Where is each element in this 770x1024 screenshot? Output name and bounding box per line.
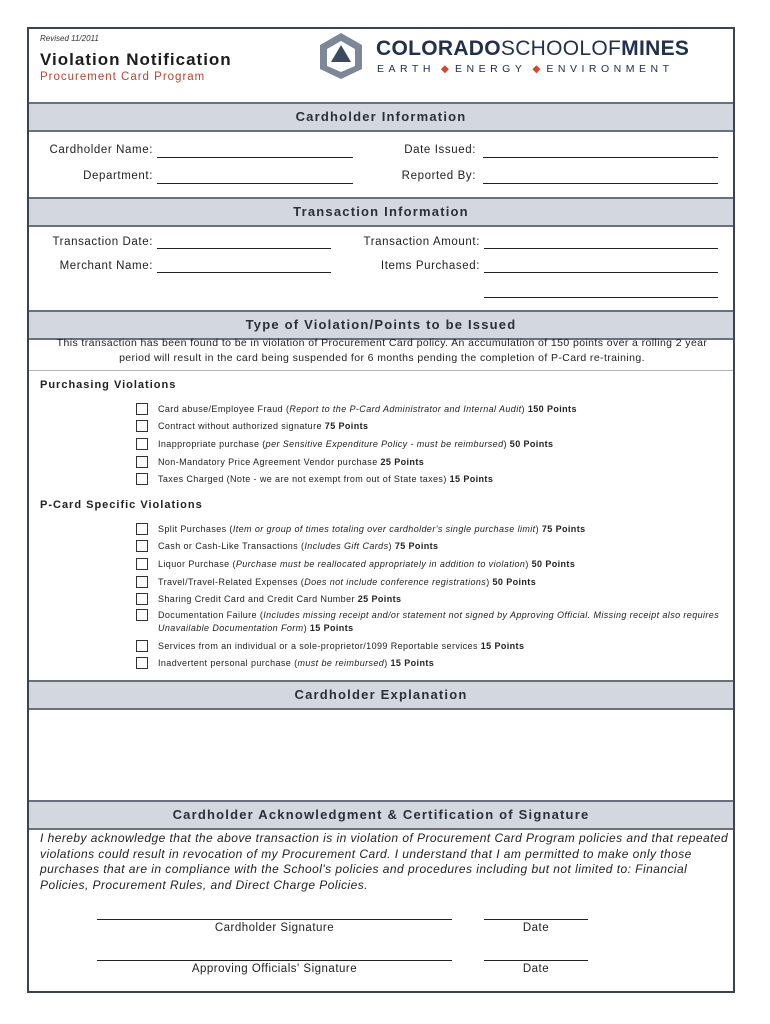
violation-points: 15 Points: [449, 474, 494, 484]
violation-checkbox[interactable]: [136, 540, 148, 552]
violation-points: 15 Points: [480, 641, 525, 651]
reported-by-field[interactable]: [483, 183, 718, 184]
violation-item-text: Cash or Cash-Like Transactions (Includes Gift Cards) 75 Points: [158, 541, 439, 551]
violation-checkbox[interactable]: [136, 558, 148, 570]
logo-wordmark: COLORADOSCHOOLOFMINES: [376, 37, 690, 60]
transaction-date-field[interactable]: [157, 248, 331, 249]
date-issued-field[interactable]: [483, 157, 718, 158]
violation-notice: This transaction has been found to be in violation of Procurement Card policy. An accumulation of 150 points over a rolling 2 year period will result in the card being suspended for 6 months pending the completion of P-Card re-training.: [56, 337, 708, 364]
transaction-amount-field[interactable]: [484, 248, 718, 249]
approving-signature-field[interactable]: [97, 960, 452, 961]
violation-item-text: Non-Mandatory Price Agreement Vendor purchase 25 Points: [158, 457, 425, 467]
violation-checkbox[interactable]: [136, 420, 148, 432]
items-purchased-field[interactable]: [484, 272, 718, 273]
cardholder-date-field[interactable]: [484, 919, 588, 920]
violation-points: 15 Points: [309, 623, 354, 633]
violation-checkbox[interactable]: [136, 456, 148, 468]
violation-points: 50 Points: [492, 577, 537, 587]
cardholder-signature-field[interactable]: [97, 919, 452, 920]
violation-points: 50 Points: [509, 439, 554, 449]
transaction-info-heading: Transaction Information: [29, 197, 733, 227]
cardholder-name-label: Cardholder Name:: [49, 144, 153, 156]
violation-checkbox[interactable]: [136, 473, 148, 485]
violation-points: 150 Points: [527, 404, 577, 414]
section-divider: [29, 370, 733, 371]
explanation-heading: Cardholder Explanation: [29, 680, 733, 710]
items-purchased-label: Items Purchased:: [380, 260, 480, 272]
approving-date-label: Date: [522, 963, 550, 975]
transaction-amount-label: Transaction Amount:: [363, 236, 480, 248]
violation-points: 25 Points: [380, 457, 425, 467]
violation-checkbox[interactable]: [136, 593, 148, 605]
violation-item-text: Sharing Credit Card and Credit Card Number 25 Points: [158, 594, 402, 604]
department-field[interactable]: [157, 183, 353, 184]
merchant-name-field[interactable]: [157, 272, 331, 273]
logo-tagline: EARTH ◆ ENERGY ◆ ENVIRONMENT: [377, 63, 674, 75]
violation-checkbox[interactable]: [136, 576, 148, 588]
cardholder-date-label: Date: [522, 922, 550, 934]
violation-item-text: Liquor Purchase (Purchase must be reallocated appropriately in addition to violation) 50 Points: [158, 559, 576, 569]
cardholder-info-heading: Cardholder Information: [29, 102, 733, 132]
school-logo: [318, 31, 713, 81]
violation-checkbox[interactable]: [136, 438, 148, 450]
merchant-name-label: Merchant Name:: [59, 260, 153, 272]
items-purchased-field-2[interactable]: [484, 297, 718, 298]
violation-points: 75 Points: [324, 421, 369, 431]
violation-item-text: Services from an individual or a sole-proprietor/1099 Reportable services 15 Points: [158, 641, 525, 651]
violation-item-text: Contract without authorized signature 75 Points: [158, 421, 369, 431]
acknowledgment-text: I hereby acknowledge that the above transaction is in violation of Procurement Card Program policies and that repeated violations could result in revocation of my Procurement Card. I understand that I am permitted to make only those purchases that are in compliance with the School's policies and procedures including but not limited to: Financial Policies, Procurement Rules, and Direct Charge Policies.: [40, 831, 729, 892]
violation-item-text: Split Purchases (Item or group of times totaling over cardholder's single purchase limit) 75 Points: [158, 524, 586, 534]
violation-item-text: Taxes Charged (Note - we are not exempt from out of State taxes) 15 Points: [158, 474, 494, 484]
transaction-date-label: Transaction Date:: [52, 236, 153, 248]
cardholder-signature-label: Cardholder Signature: [214, 922, 335, 934]
pcard-violations-heading: P-Card Specific Violations: [40, 499, 203, 511]
reported-by-label: Reported By:: [401, 170, 476, 182]
violation-checkbox[interactable]: [136, 640, 148, 652]
violation-checkbox[interactable]: [136, 403, 148, 415]
violation-item-text: Inappropriate purchase (per Sensitive Expenditure Policy - must be reimbursed) 50 Points: [158, 439, 554, 449]
form-subtitle: Procurement Card Program: [40, 71, 206, 83]
mines-logo-icon: [318, 31, 364, 81]
violation-item-text: Inadvertent personal purchase (must be reimbursed) 15 Points: [158, 658, 435, 668]
violation-points: 25 Points: [357, 594, 402, 604]
violation-points: 75 Points: [541, 524, 586, 534]
approving-signature-label: Approving Officials' Signature: [191, 963, 358, 975]
violation-heading: Type of Violation/Points to be Issued: [29, 310, 733, 340]
revision-note: Revised 11/2011: [40, 34, 99, 43]
approving-date-field[interactable]: [484, 960, 588, 961]
acknowledgment-heading: Cardholder Acknowledgment & Certification of Signature: [29, 800, 733, 830]
form-title: Violation Notification: [40, 50, 232, 69]
explanation-area[interactable]: [29, 712, 733, 798]
violation-item-text: Card abuse/Employee Fraud (Report to the P-Card Administrator and Internal Audit) 150 Points: [158, 404, 577, 414]
date-issued-label: Date Issued:: [404, 144, 476, 156]
violation-points: 50 Points: [531, 559, 576, 569]
violation-checkbox[interactable]: [136, 609, 148, 621]
department-label: Department:: [83, 170, 153, 182]
purchasing-violations-heading: Purchasing Violations: [40, 379, 177, 391]
violation-checkbox[interactable]: [136, 523, 148, 535]
cardholder-name-field[interactable]: [157, 157, 353, 158]
violation-item-text: Travel/Travel-Related Expenses (Does not include conference registrations) 50 Points: [158, 577, 537, 587]
violation-points: 15 Points: [390, 658, 435, 668]
violation-checkbox[interactable]: [136, 657, 148, 669]
violation-points: 75 Points: [394, 541, 439, 551]
violation-item-text: Documentation Failure (Includes missing receipt and/or statement not signed by Approving Official. Missing receipt also requires Unavailable Documentation Form) 15 Points: [158, 610, 720, 633]
